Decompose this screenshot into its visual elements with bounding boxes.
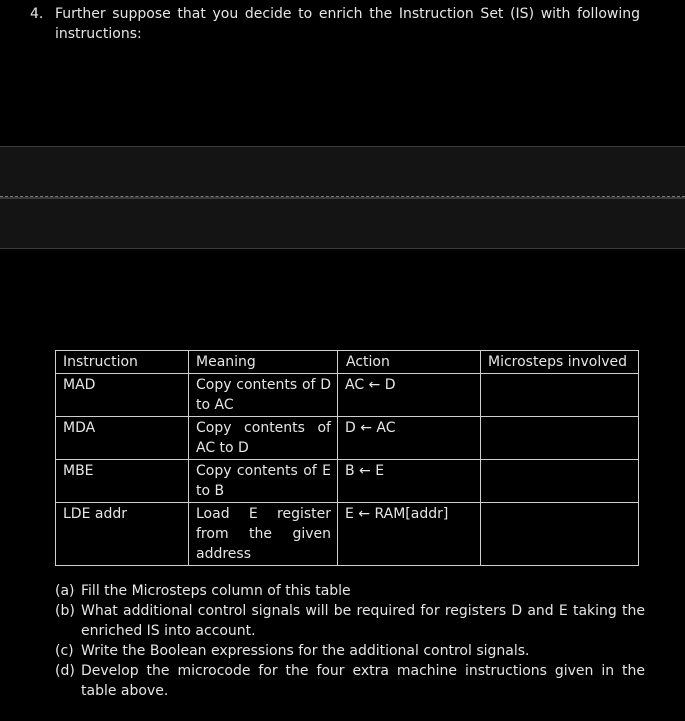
list-item: [55, 661, 645, 701]
cell-meaning: Load E register from the given address: [189, 503, 338, 566]
table-header-row: [56, 351, 639, 374]
cell-microsteps[interactable]: [481, 374, 639, 417]
list-item: [55, 641, 645, 661]
part-label: (a): [55, 583, 75, 599]
cell-instruction: LDE addr: [56, 503, 189, 566]
part-label: (b): [55, 603, 75, 619]
cell-instruction: MDA: [56, 417, 189, 460]
page-break-band-top: [0, 146, 685, 198]
header-microsteps: Microsteps involved: [481, 351, 639, 374]
question-parts-list: [55, 581, 645, 701]
page-break-band-bottom: [0, 198, 685, 249]
cell-meaning: Copy contents of AC to D: [189, 417, 338, 460]
cell-microsteps[interactable]: [481, 417, 639, 460]
cell-meaning: Copy contents of E to B: [189, 460, 338, 503]
question-number: 4.: [30, 6, 44, 22]
table-row: [56, 374, 639, 417]
page-break-divider: [0, 196, 685, 197]
cell-action: AC ← D: [338, 374, 481, 417]
cell-action: D ← AC: [338, 417, 481, 460]
cell-microsteps[interactable]: [481, 503, 639, 566]
part-text: Write the Boolean expressions for the additional control signals.: [81, 643, 530, 659]
header-instruction: Instruction: [56, 351, 189, 374]
cell-meaning: Copy contents of D to AC: [189, 374, 338, 417]
table-row: [56, 417, 639, 460]
list-item: [55, 581, 645, 601]
header-action: Action: [338, 351, 481, 374]
list-item: [55, 601, 645, 641]
instruction-table: [55, 350, 639, 566]
cell-action: E ← RAM[addr]: [338, 503, 481, 566]
part-text: Develop the microcode for the four extra machine instructions given in the table above.: [81, 663, 645, 699]
cell-action: B ← E: [338, 460, 481, 503]
table-row: [56, 460, 639, 503]
cell-instruction: MBE: [56, 460, 189, 503]
cell-microsteps[interactable]: [481, 460, 639, 503]
cell-instruction: MAD: [56, 374, 189, 417]
part-label: (d): [55, 663, 75, 679]
part-label: (c): [55, 643, 74, 659]
question-text: Further suppose that you decide to enrich the Instruction Set (IS) with following instructions:: [55, 6, 640, 42]
header-meaning: Meaning: [189, 351, 338, 374]
part-text: Fill the Microsteps column of this table: [81, 583, 351, 599]
table-row: [56, 503, 639, 566]
part-text: What additional control signals will be required for registers D and E taking the enriched IS into account.: [81, 603, 645, 639]
